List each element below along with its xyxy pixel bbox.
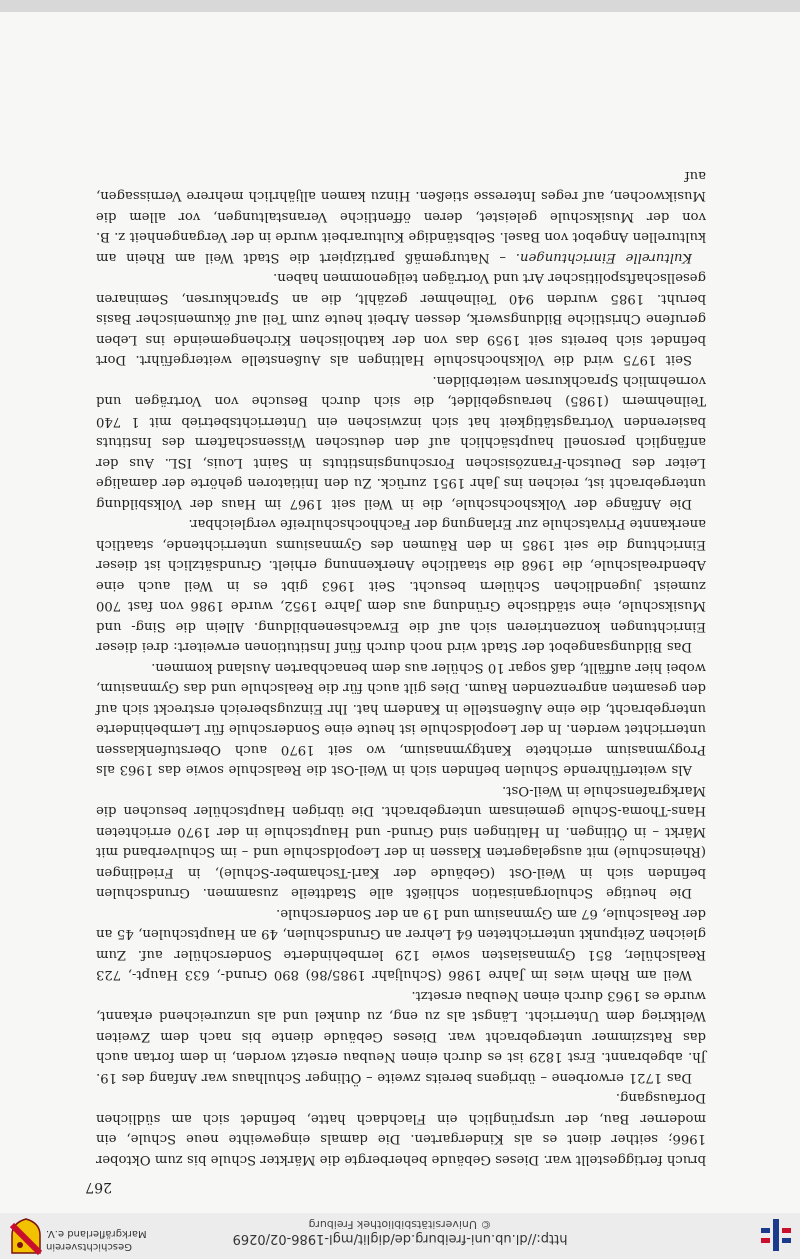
viewer-footer <box>0 0 800 12</box>
society-crest-icon <box>10 1217 42 1255</box>
viewer-header <box>0 1213 800 1259</box>
section-lead: Kulturelle Einrichtungen. <box>515 250 692 265</box>
society-name-line-1: Geschichtsverein <box>46 1241 132 1252</box>
page-number: 267 <box>85 1179 112 1195</box>
paragraph: Die Anfänge der Volkshochschule, die in Weil seit 1967 im Haus der Volksbildung untergebracht ist, reichen ins Jahr 1951 zurück. Zu den Initiatoren gehörte der damalige Leiter des Deutsch-Französischen Forschungsinstituts in Saint Louis, ISL. Aus der anfänglich personell hauptsächlich auf den deutschen Wissenschaftern des Instituts basierenden Vortragstätigkeit hat sich inzwischen ein Unterrichtsbetrieb mit 1 740 Teilnehmern (1985) herausgebildet, die sich durch Besuche von Vorträgen und vornehmlich Sprachkursen weiterbilden. <box>96 373 706 511</box>
paragraph: Das 1721 erworbene – übrigens bereits zweite – Ötlinger Schulhaus war Anfang des 19. Jh. abgebrannt. Erst 1829 ist es durch einen Neubau ersetzt worden, in dem fortan auch das Ratszimmer untergebracht war. Dieses Gebäude diente bis nach dem Zweiten Weltkrieg dem Unterricht. Längst als zu eng, zu dunkel und als unzureichend erkannt, wurde es 1963 durch einen Neubau ersetzt. <box>96 988 706 1085</box>
paragraph: Seit 1975 wird die Volkshochschule Haltingen als Außenstelle weitergeführt. Dort befindet sich bereits seit 1959 das von der katholischen Kirchengemeinde ins Leben gerufene Christliche Bildungswerk, dessen Arbeit heute zum Teil auf ökumenischer Basis beruht. 1985 wurden 940 Teilnehmer gezählt, die an Sprachkursen, Seminaren gesellschaftspolitischer Art und Vorträgen teilgenommen haben. <box>96 270 706 368</box>
society-name-line-2: Markgräflerland e.V. <box>46 1228 147 1239</box>
paragraph: Als weiterführende Schulen befinden sich in Weil-Ost die Realschule sowie das 1963 als Progymnasium errichtete Kantgymnasium, wo seit 1970 auch Oberstufenklassen unterrichtet werden. In der Leopoldschule ist heute eine Sonderschule für Lernbehinderte untergebracht, die eine Außenstelle in Kandern hat. Ihr Einzugsbereich erstreckt sich auf den gesamten angrenzenden Raum. Dies gilt auch für die Realschule und das Gymnasium, wobei hier auffällt, daß sogar 10 Schüler aus dem benachbarten Ausland kommen. <box>96 660 706 778</box>
body-text <box>96 165 706 1170</box>
library-credit: © Universitätsbibliothek Freiburg <box>308 1218 492 1231</box>
paragraph-text: – Naturgemäß partizipiert die Stadt Weil am Rhein am kulturellen Angebot von Basel. Selbständige Kulturarbeit wurde in der Vergangenheit z. B. von der Musikschule geleistet, deren öffentliche Veranstaltungen, vor allem die Musikwochen, auf reges Interesse stießen. Hinzu kamen alljährlich mehrere Vernissagen, auf <box>95 168 706 265</box>
paragraph: Die heutige Schulorganisation schließt alle Stadtteile zusammen. Grundschulen befinden sich in Weil-Ost (Gebäude der Karl-Tschamber-Schule), in Friedlingen (Rheinschule) mit ausgelagerten Klassen in der Leopoldschule und – im Schulverband mit Märkt – in Ötlingen. In Haltingen sind Grund- und Hauptschule in der 1970 errichteten Hans-Thoma-Schule gemeinsam untergebracht. Die übrigen Hauptschüler besuchen die Markgrafenschule in Weil-Ost. <box>96 783 706 901</box>
society-name <box>46 1227 147 1253</box>
paragraph: Weil am Rhein wies im Jahre 1986 (Schuljahr 1985/86) 890 Grund-, 633 Haupt-, 723 Realschüler, 851 Gymnasiasten sowie 129 lernbehinderte Sonderschüler auf. Zum gleichen Zeitpunkt unterrichteten 64 Lehrer an Grundschulen, 49 an Hauptschulen, 45 an der Realschule, 67 am Gymnasium und 19 an der Sonderschule. <box>96 906 706 983</box>
paragraph: Das Bildungsangebot der Stadt wird noch durch fünf Institutionen erweitert: drei dieser Einrichtungen konzentrieren sich auf die Erwachsenenbildung. Allein die Sing- und Musikschule, eine städtische Gründung aus dem Jahre 1952, wurde 1986 von fast 700 zumeist jugendlichen Schülern besucht. Seit 1963 gibt es in Weil auch eine Abendrealschule, die 1968 die staatliche Anerkennung erhielt. Grundsätzlich ist dieser Einrichtung die seit 1985 in den Räumen des Gymnasiums unterrichtende, staatlich anerkannte Privatschule zur Erlangung der Fachhochschulreife vergleichbar. <box>96 516 706 655</box>
paragraph: bruch fertiggestellt war. Dieses Gebäude beherbergte die Märkter Schule bis zum Oktober 1966; seither dient es als Kindergarten. Die damals eingeweihte neue Schule, ein moderner Bau, der ursprünglich ein Flachdach hatte, befindet sich am südlichen Dorfausgang. <box>96 1090 706 1167</box>
paragraph <box>96 165 706 268</box>
document-url[interactable]: http://dl.ub.uni-freiburg.de/diglit/mgl-1986-02/0269 <box>232 1231 568 1246</box>
